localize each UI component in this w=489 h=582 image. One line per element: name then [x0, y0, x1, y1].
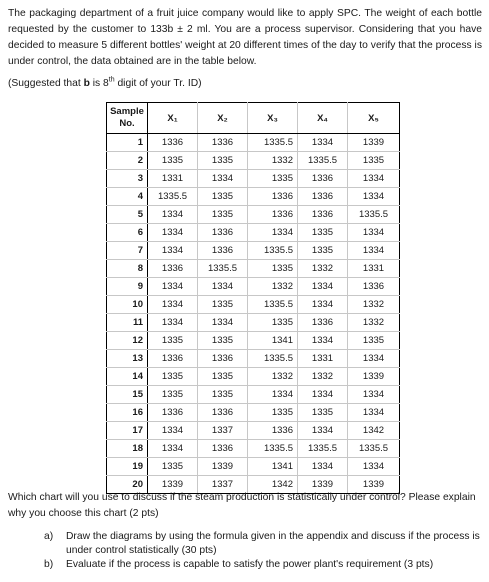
cell-x2: 1335 — [198, 332, 248, 350]
table-row — [107, 314, 400, 332]
cell-x2: 1335 — [198, 152, 248, 170]
cell-x4: 1336 — [298, 170, 348, 188]
cell-x3: 1335.5 — [248, 296, 298, 314]
table-row — [107, 242, 400, 260]
cell-x5: 1334 — [348, 242, 400, 260]
subquestion-a — [44, 530, 482, 558]
cell-x4: 1331 — [298, 350, 348, 368]
cell-x1: 1334 — [148, 440, 198, 458]
cell-x1: 1335 — [148, 458, 198, 476]
cell-x2: 1335 — [198, 368, 248, 386]
cell-sample-no: 10 — [107, 296, 148, 314]
cell-x5: 1334 — [348, 386, 400, 404]
cell-x4: 1334 — [298, 296, 348, 314]
table-row — [107, 224, 400, 242]
table-row — [107, 188, 400, 206]
cell-x4: 1334 — [298, 422, 348, 440]
cell-x1: 1335 — [148, 368, 198, 386]
cell-x1: 1334 — [148, 296, 198, 314]
header-x5: X₅ — [348, 103, 400, 134]
cell-sample-no: 16 — [107, 404, 148, 422]
cell-sample-no: 20 — [107, 476, 148, 494]
cell-x5: 1335 — [348, 332, 400, 350]
cell-x3: 1335 — [248, 170, 298, 188]
header-x1: X₁ — [148, 103, 198, 134]
cell-x3: 1335.5 — [248, 350, 298, 368]
subquestion-a-label: a) — [44, 531, 54, 542]
cell-x2: 1336 — [198, 224, 248, 242]
subquestion-a-text: Draw the diagrams by using the formula given in the appendix and discuss if the process is under control statistically (30 pts) — [66, 531, 480, 556]
cell-x2: 1334 — [198, 278, 248, 296]
table-row — [107, 440, 400, 458]
cell-x1: 1336 — [148, 350, 198, 368]
table-row — [107, 350, 400, 368]
cell-sample-no: 9 — [107, 278, 148, 296]
table-row — [107, 404, 400, 422]
hint-text-after: digit of your Tr. ID) — [114, 78, 202, 89]
cell-x5: 1342 — [348, 422, 400, 440]
cell-x1: 1334 — [148, 242, 198, 260]
cell-x1: 1334 — [148, 206, 198, 224]
table-row — [107, 260, 400, 278]
cell-x2: 1335 — [198, 386, 248, 404]
cell-x5: 1334 — [348, 350, 400, 368]
cell-x2: 1336 — [198, 350, 248, 368]
cell-x3: 1336 — [248, 188, 298, 206]
cell-x5: 1336 — [348, 278, 400, 296]
table-row — [107, 332, 400, 350]
cell-x1: 1336 — [148, 404, 198, 422]
table-row — [107, 134, 400, 152]
cell-x2: 1335.5 — [198, 260, 248, 278]
cell-x2: 1336 — [198, 242, 248, 260]
problem-statement: The packaging department of a fruit juice company would like to apply SPC. The weight of each bottle requested by the customer to 133b ± 2 ml. You are a process supervisor. Considering that you have decided to measure 5 different bottles' weight at 20 different times of the day to verify that the process is under control, the data obtained are in the table below. — [8, 8, 482, 67]
cell-x3: 1335.5 — [248, 242, 298, 260]
cell-x4: 1334 — [298, 332, 348, 350]
cell-sample-no: 7 — [107, 242, 148, 260]
hint-superscript: th — [108, 76, 115, 84]
cell-x1: 1334 — [148, 314, 198, 332]
cell-x3: 1341 — [248, 458, 298, 476]
table-row — [107, 458, 400, 476]
cell-x2: 1336 — [198, 404, 248, 422]
cell-x5: 1339 — [348, 134, 400, 152]
cell-x1: 1335.5 — [148, 188, 198, 206]
cell-sample-no: 1 — [107, 134, 148, 152]
table-row — [107, 296, 400, 314]
cell-x1: 1334 — [148, 278, 198, 296]
cell-x3: 1335.5 — [248, 134, 298, 152]
cell-x3: 1332 — [248, 278, 298, 296]
cell-x5: 1339 — [348, 368, 400, 386]
cell-x3: 1334 — [248, 224, 298, 242]
cell-sample-no: 6 — [107, 224, 148, 242]
cell-x3: 1342 — [248, 476, 298, 494]
cell-x4: 1334 — [298, 458, 348, 476]
cell-x4: 1335 — [298, 242, 348, 260]
table-row — [107, 152, 400, 170]
suggestion-note — [8, 77, 482, 91]
cell-x3: 1341 — [248, 332, 298, 350]
header-x4: X₄ — [298, 103, 348, 134]
cell-x4: 1335.5 — [298, 152, 348, 170]
cell-sample-no: 5 — [107, 206, 148, 224]
cell-sample-no: 8 — [107, 260, 148, 278]
measurement-table — [106, 102, 400, 494]
table-body — [107, 134, 400, 494]
table-row — [107, 278, 400, 296]
cell-x5: 1334 — [348, 404, 400, 422]
table-header-row — [107, 103, 400, 134]
cell-x3: 1335 — [248, 314, 298, 332]
cell-x5: 1331 — [348, 260, 400, 278]
cell-sample-no: 19 — [107, 458, 148, 476]
cell-x1: 1334 — [148, 422, 198, 440]
cell-x4: 1335 — [298, 404, 348, 422]
cell-x1: 1334 — [148, 224, 198, 242]
cell-x2: 1336 — [198, 134, 248, 152]
cell-x3: 1336 — [248, 206, 298, 224]
cell-x5: 1332 — [348, 296, 400, 314]
cell-x5: 1334 — [348, 188, 400, 206]
cell-x4: 1334 — [298, 278, 348, 296]
hint-text-middle: is 8 — [89, 78, 109, 89]
table-row — [107, 170, 400, 188]
cell-x3: 1335.5 — [248, 440, 298, 458]
cell-sample-no: 2 — [107, 152, 148, 170]
header-sample-line2: No. — [119, 118, 135, 129]
hint-bold-b: b — [83, 78, 90, 89]
cell-x5: 1332 — [348, 314, 400, 332]
cell-x4: 1335.5 — [298, 440, 348, 458]
cell-x5: 1334 — [348, 170, 400, 188]
cell-sample-no: 3 — [107, 170, 148, 188]
cell-x2: 1334 — [198, 170, 248, 188]
table-row — [107, 422, 400, 440]
hint-text-before: (Suggested that — [8, 78, 84, 89]
header-sample-no — [107, 103, 148, 134]
cell-x5: 1335.5 — [348, 440, 400, 458]
cell-x5: 1334 — [348, 458, 400, 476]
cell-x2: 1335 — [198, 206, 248, 224]
cell-x1: 1339 — [148, 476, 198, 494]
cell-x3: 1332 — [248, 368, 298, 386]
cell-x2: 1335 — [198, 188, 248, 206]
header-sample-line1: Sample — [110, 106, 144, 117]
cell-x3: 1335 — [248, 404, 298, 422]
cell-x1: 1336 — [148, 260, 198, 278]
cell-x3: 1336 — [248, 422, 298, 440]
cell-x2: 1339 — [198, 458, 248, 476]
subquestion-b — [44, 558, 482, 572]
cell-x5: 1335 — [348, 152, 400, 170]
header-x2: X₂ — [198, 103, 248, 134]
cell-sample-no: 11 — [107, 314, 148, 332]
cell-sample-no: 13 — [107, 350, 148, 368]
subquestion-list — [44, 530, 482, 572]
cell-x4: 1332 — [298, 368, 348, 386]
cell-x1: 1336 — [148, 134, 198, 152]
subquestion-b-label: b) — [44, 559, 54, 570]
cell-sample-no: 15 — [107, 386, 148, 404]
table-row — [107, 206, 400, 224]
cell-sample-no: 17 — [107, 422, 148, 440]
cell-x4: 1334 — [298, 134, 348, 152]
cell-x5: 1334 — [348, 224, 400, 242]
cell-x1: 1331 — [148, 170, 198, 188]
cell-x1: 1335 — [148, 332, 198, 350]
cell-x2: 1335 — [198, 296, 248, 314]
table-row — [107, 386, 400, 404]
cell-x1: 1335 — [148, 152, 198, 170]
cell-sample-no: 14 — [107, 368, 148, 386]
cell-x4: 1336 — [298, 314, 348, 332]
cell-x3: 1335 — [248, 260, 298, 278]
cell-x2: 1337 — [198, 476, 248, 494]
cell-sample-no: 18 — [107, 440, 148, 458]
cell-x4: 1336 — [298, 188, 348, 206]
cell-x2: 1337 — [198, 422, 248, 440]
cell-x2: 1336 — [198, 440, 248, 458]
table-row — [107, 368, 400, 386]
cell-x2: 1334 — [198, 314, 248, 332]
cell-x5: 1335.5 — [348, 206, 400, 224]
cell-x4: 1335 — [298, 224, 348, 242]
subquestion-b-text: Evaluate if the process is capable to satisfy the power plant's requirement (3 pts) — [66, 559, 434, 570]
main-question: Which chart will you use to discuss if the steam production is statistically under control? Please explain why you choose this chart (2 pts) — [8, 492, 476, 519]
cell-x4: 1334 — [298, 386, 348, 404]
cell-x3: 1334 — [248, 386, 298, 404]
cell-sample-no: 4 — [107, 188, 148, 206]
cell-x1: 1335 — [148, 386, 198, 404]
cell-x5: 1339 — [348, 476, 400, 494]
cell-x3: 1332 — [248, 152, 298, 170]
cell-x4: 1332 — [298, 260, 348, 278]
cell-x4: 1336 — [298, 206, 348, 224]
measurement-table-wrapper — [106, 102, 400, 494]
cell-sample-no: 12 — [107, 332, 148, 350]
header-x3: X₃ — [248, 103, 298, 134]
cell-x4: 1339 — [298, 476, 348, 494]
